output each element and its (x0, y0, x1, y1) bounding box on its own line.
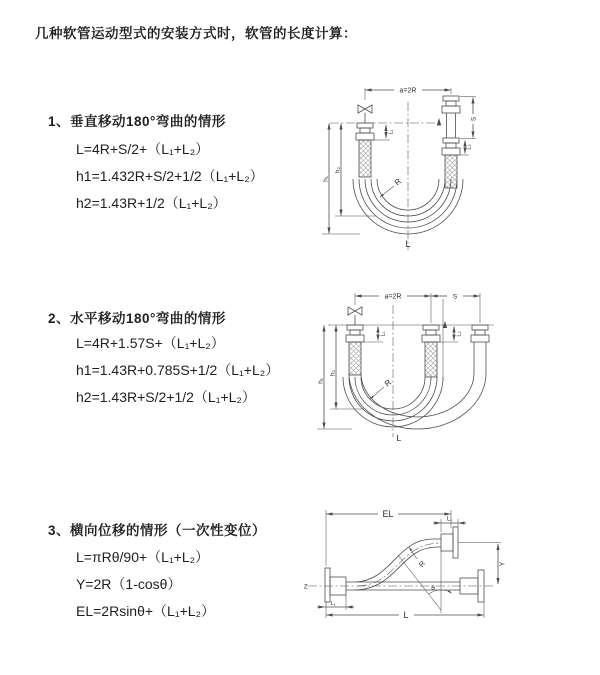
section-2-heading: 2、水平移动180°弯曲的情形 (48, 311, 226, 326)
dim-fitting-l2 (460, 141, 473, 156)
diagram-lateral-displacement (298, 498, 598, 658)
left-hose-fitting (346, 325, 364, 375)
dim-label-l1-bottom: L₁ (330, 600, 336, 607)
movement-arrow-icon (443, 321, 447, 328)
dim-label-l1-top: L₁ (446, 516, 453, 523)
dim-label-r: R (416, 559, 428, 569)
dim-label-l2: L₂ (466, 144, 473, 150)
dim-label-h1: h₁ (317, 378, 325, 384)
dim-label-el: EL (382, 509, 394, 519)
dim-radius-r (370, 378, 393, 399)
dim-stroke-s (432, 293, 481, 323)
dim-label-s: S (452, 293, 458, 301)
left-flange (325, 568, 346, 602)
section-2-formula-h1: h1=1.43R+0.785S+1/2（L₁+L₂） (76, 362, 280, 378)
dim-fitting-l1 (364, 327, 387, 343)
dim-stroke-s (460, 97, 477, 139)
dim-label-length: L (403, 610, 409, 620)
dim-h1 (317, 326, 352, 430)
section-3-heading: 3、横向位移的情形（一次性变位） (48, 523, 267, 538)
dim-label-a2r: a=2R (399, 87, 417, 95)
curved-centerline (358, 543, 441, 586)
section-2-formula-L: L=4R+1.57S+（L₁+L₂） (76, 335, 225, 351)
right-hose-fitting-moved (471, 325, 489, 373)
dim-label-l1: L₁ (380, 331, 387, 337)
left-hose-fitting (356, 123, 374, 177)
valve-icon (348, 307, 362, 325)
section-1-formula-L: L=4R+S/2+（L₁+L₂） (76, 141, 210, 157)
valve-icon (358, 105, 372, 123)
dim-label-h2: h₂ (329, 369, 337, 377)
section-1-formula-h1: h1=1.432R+S/2+1/2（L₁+L₂） (76, 168, 264, 184)
movement-arrow-icon (437, 118, 441, 126)
section-1-heading: 1、垂直移动180°弯曲的情形 (48, 114, 226, 129)
dim-label-length: L (396, 433, 402, 443)
dim-radius-r (409, 547, 428, 569)
dim-label-theta: θ (431, 585, 435, 592)
middle-hose-fitting (422, 325, 440, 377)
dim-fitting-l2 (440, 327, 463, 343)
section-3-formula-EL: EL=2Rsinθ+（L₁+L₂） (76, 603, 215, 619)
section-2-formula-h2: h2=1.43R+S/2+1/2（L₁+L₂） (76, 389, 256, 405)
right-hose-fitting-upper (442, 96, 460, 113)
section-3-formula-L: L=πRθ/90+（L₁+L₂） (76, 549, 210, 565)
dim-fitting-l1 (374, 125, 395, 140)
dim-label-a2r: a=2R (384, 293, 402, 301)
dim-label-l2: L₂ (456, 331, 463, 337)
dim-label-y: Y (499, 561, 507, 567)
dim-label-r: R (392, 176, 404, 188)
dim-label-h2: h₂ (334, 166, 342, 174)
diagram-vertical-180-bend (308, 76, 598, 256)
dim-length-l (326, 602, 484, 620)
dim-fitting-l1-bottom (317, 595, 354, 610)
dim-radius-r (380, 177, 403, 197)
dim-label-h1: h₁ (322, 176, 330, 182)
dim-label-r: R (382, 377, 394, 389)
dim-el (326, 509, 451, 566)
page-title: 几种软管运动型式的安装方式时，软管的长度计算： (35, 26, 357, 41)
dim-label-length: L (405, 239, 411, 249)
dim-label-z: Z (304, 584, 308, 591)
dim-label-l1: L₁ (388, 129, 395, 135)
section-1-formula-h2: h2=1.43R+1/2（L₁+L₂） (76, 195, 227, 211)
dim-fitting-l1-top (433, 517, 466, 533)
dim-span-a2r (365, 88, 451, 101)
section-3-formula-Y: Y=2R（1-cosθ） (76, 576, 182, 592)
dim-label-s: S (470, 116, 478, 122)
top-flange (441, 527, 458, 558)
diagram-horizontal-180-bend (308, 281, 598, 456)
